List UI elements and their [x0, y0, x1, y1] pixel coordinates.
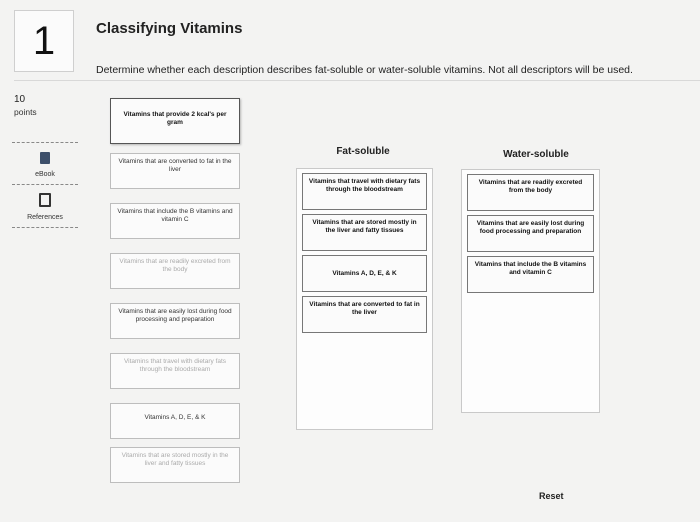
placed-card[interactable]: Vitamins that are readily excreted from the body: [467, 174, 594, 211]
points-label: points: [14, 107, 37, 117]
book-icon: [40, 152, 50, 164]
instructions: Determine whether each description describes fat-soluble or water-soluble vitamins. Not all descriptors will be used.: [96, 64, 633, 76]
points-value: 10: [14, 94, 26, 105]
divider: [14, 80, 700, 81]
source-card[interactable]: Vitamins that travel with dietary fats through the bloodstream: [110, 353, 240, 389]
placed-card[interactable]: Vitamins that are converted to fat in the liver: [302, 296, 427, 333]
fat-soluble-title: Fat-soluble: [336, 146, 390, 157]
reset-button[interactable]: Reset: [539, 491, 564, 501]
source-card[interactable]: Vitamins that are readily excreted from the body: [110, 253, 240, 289]
placed-card[interactable]: Vitamins that travel with dietary fats through the bloodstream: [302, 173, 427, 210]
source-card[interactable]: Vitamins that are converted to fat in the liver: [110, 153, 240, 189]
references-button[interactable]: [12, 185, 78, 228]
placed-card[interactable]: Vitamins that include the B vitamins and vitamin C: [467, 256, 594, 293]
water-soluble-drop-zone[interactable]: [461, 169, 600, 413]
fat-soluble-drop-zone[interactable]: [296, 168, 433, 430]
source-card[interactable]: Vitamins that are easily lost during food processing and preparation: [110, 303, 240, 339]
references-label: References: [27, 214, 63, 221]
document-icon: [39, 193, 51, 207]
placed-card[interactable]: Vitamins A, D, E, & K: [302, 255, 427, 292]
placed-card[interactable]: Vitamins that are easily lost during food processing and preparation: [467, 215, 594, 252]
ebook-label: eBook: [35, 171, 55, 178]
question-number: 1: [14, 10, 74, 72]
question-title: Classifying Vitamins: [96, 20, 243, 37]
water-soluble-title: Water-soluble: [503, 149, 569, 160]
ebook-button[interactable]: [12, 143, 78, 185]
sidebar: [12, 142, 78, 228]
placed-card[interactable]: Vitamins that are stored mostly in the liver and fatty tissues: [302, 214, 427, 251]
source-card[interactable]: Vitamins that are stored mostly in the liver and fatty tissues: [110, 447, 240, 483]
source-card[interactable]: Vitamins that provide 2 kcal's per gram: [110, 98, 240, 144]
source-card[interactable]: Vitamins that include the B vitamins and vitamin C: [110, 203, 240, 239]
source-card[interactable]: Vitamins A, D, E, & K: [110, 403, 240, 439]
